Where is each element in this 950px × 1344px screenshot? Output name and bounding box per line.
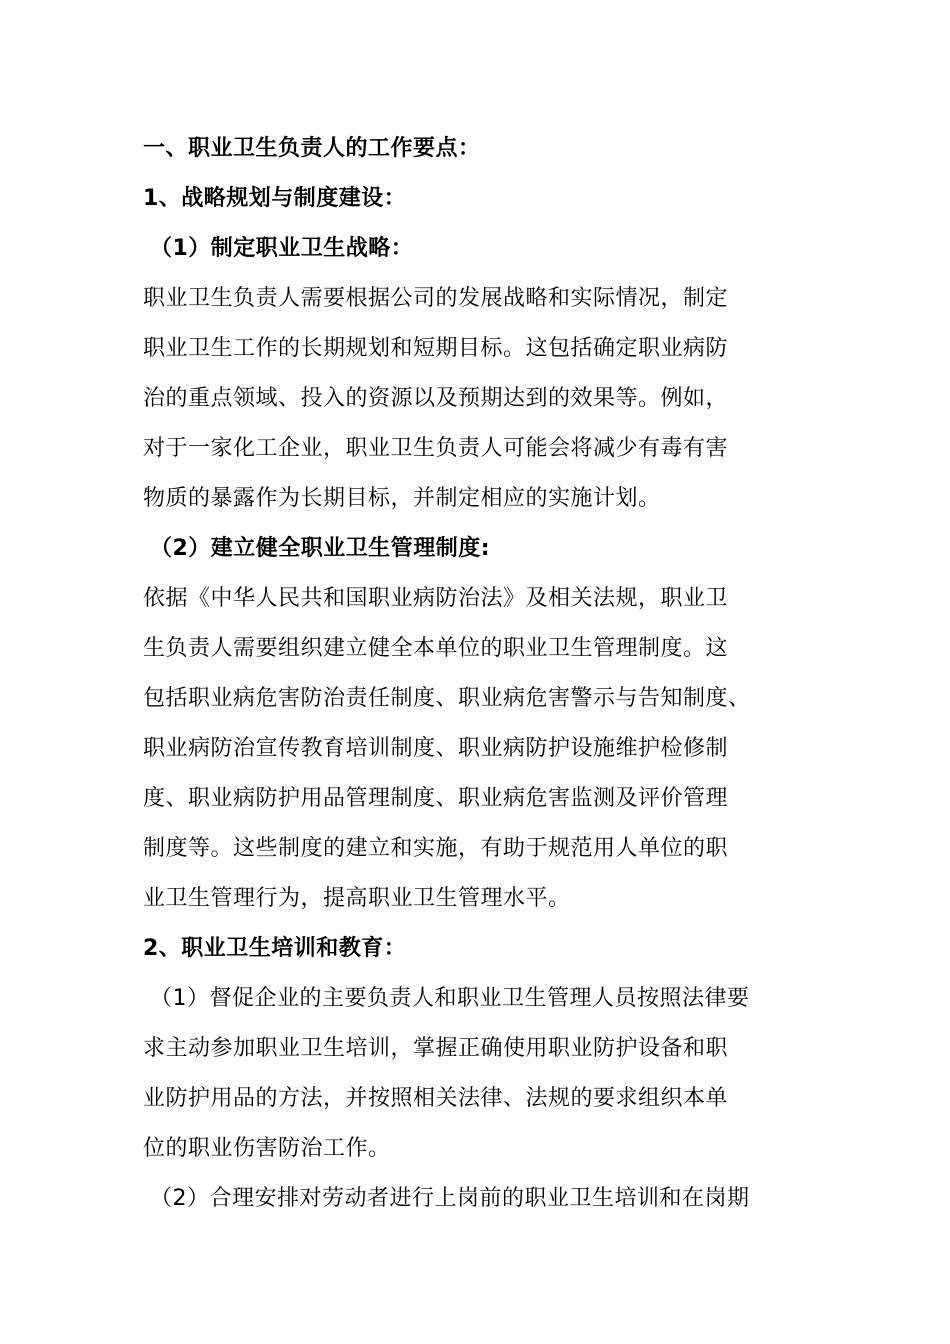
paragraph-line: 包括职业病危害防治责任制度、职业病危害警示与告知制度、 (143, 686, 751, 711)
subsection-heading: 2、职业卫生培训和教育： (143, 936, 407, 961)
paragraph-line: 位的职业伤害防治工作。 (143, 1136, 391, 1161)
paragraph-line: 生负责人需要组织建立健全本单位的职业卫生管理制度。这 (143, 636, 729, 661)
item-heading: （2）建立健全职业卫生管理制度: (150, 536, 491, 561)
paragraph-line: 职业卫生工作的长期规划和短期目标。这包括确定职业病防 (143, 336, 729, 361)
subsection-heading: 1、战略规划与制度建设： (143, 186, 407, 211)
section-heading: 一、职业卫生负责人的工作要点： (143, 136, 481, 161)
item-heading: （1）制定职业卫生战略： (150, 236, 414, 261)
paragraph-line: 对于一家化工企业，职业卫生负责人可能会将减少有毒有害 (143, 436, 729, 461)
paragraph-line: 治的重点领域、投入的资源以及预期达到的效果等。例如， (143, 386, 729, 411)
paragraph-line: 制度等。这些制度的建立和实施，有助于规范用人单位的职 (143, 836, 729, 861)
paragraph-line: 职业病防治宣传教育培训制度、职业病防护设施维护检修制 (143, 736, 729, 761)
paragraph-line: 依据《中华人民共和国职业病防治法》及相关法规，职业卫 (143, 586, 729, 611)
paragraph-line: （1）督促企业的主要负责人和职业卫生管理人员按照法律要 (150, 986, 750, 1011)
paragraph-line: 业防护用品的方法，并按照相关法律、法规的要求组织本单 (143, 1086, 729, 1111)
paragraph-line: 业卫生管理行为，提高职业卫生管理水平。 (143, 886, 571, 911)
paragraph-line: 职业卫生负责人需要根据公司的发展战略和实际情况，制定 (143, 286, 729, 311)
paragraph-line: 物质的暴露作为长期目标，并制定相应的实施计划。 (143, 486, 661, 511)
paragraph-line: 求主动参加职业卫生培训，掌握正确使用职业防护设备和职 (143, 1036, 729, 1061)
paragraph-line: （2）合理安排对劳动者进行上岗前的职业卫生培训和在岗期 (150, 1186, 750, 1211)
paragraph-line: 度、职业病防护用品管理制度、职业病危害监测及评价管理 (143, 786, 729, 811)
